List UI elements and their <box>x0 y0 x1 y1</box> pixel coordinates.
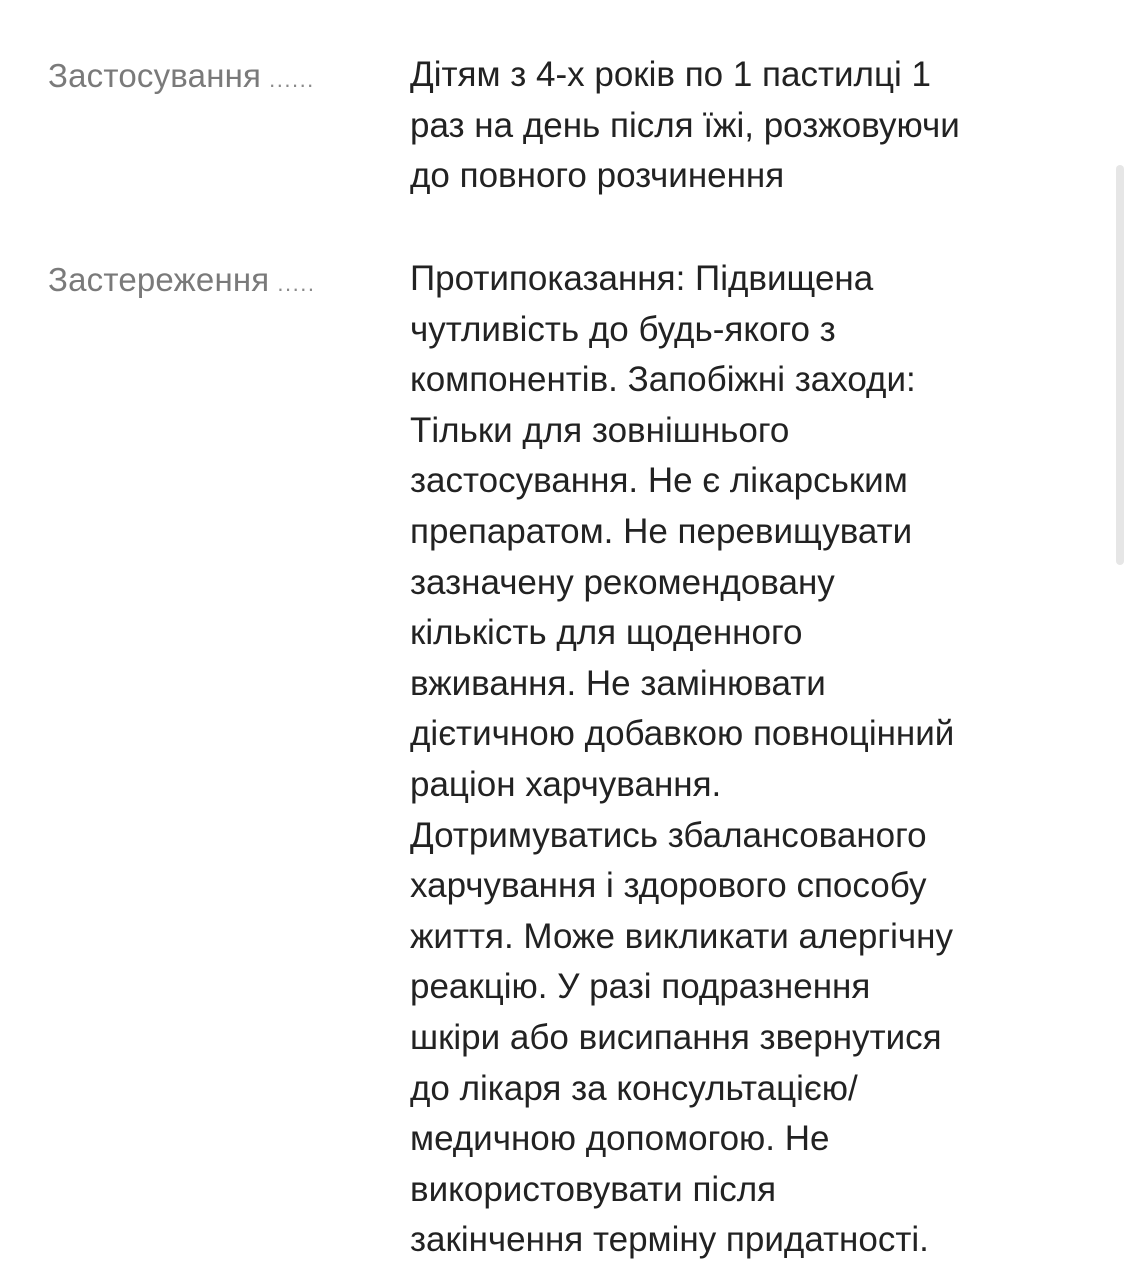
spec-value-line: препаратом. Не перевищувати <box>410 511 913 551</box>
spec-row-warnings <box>48 254 1088 1266</box>
spec-row-usage <box>48 50 1088 202</box>
spec-leader-dots: ...... <box>269 67 315 92</box>
spec-value-line: раз на день після їжі, розжовуючи <box>410 105 960 145</box>
spec-label-cell <box>48 254 410 309</box>
spec-value-line: шкіри або висипання звернутися <box>410 1017 942 1057</box>
spec-value-line: використовувати після <box>410 1169 777 1209</box>
scrollbar-thumb[interactable] <box>1116 165 1124 565</box>
spec-label-usage: Застосування <box>48 57 262 94</box>
vertical-scrollbar[interactable] <box>1116 165 1124 565</box>
spec-value-line: зазначену рекомендовану <box>410 562 835 602</box>
spec-value-usage <box>410 50 1085 202</box>
spec-value-line: раціон харчування. <box>410 764 722 804</box>
spec-value-warnings <box>410 254 1085 1266</box>
spec-value-line: харчування і здорового способу <box>410 866 927 906</box>
spec-value-line: компонентів. Запобіжні заходи: <box>410 360 916 400</box>
spec-value-line: медичною допомогою. Не <box>410 1119 830 1159</box>
spec-value-line: Дотримуватись збалансованого <box>410 815 927 855</box>
spec-value-line: Дітям з 4-х років по 1 пастилці 1 <box>410 55 931 94</box>
spec-value-line: Протипоказання: Підвищена <box>410 259 874 298</box>
spec-label-cell <box>48 50 410 105</box>
spec-value-line: життя. Може викликати алергічну <box>410 916 953 956</box>
spec-label-warnings: Застереження <box>48 261 270 298</box>
spec-leader-dots: ..... <box>277 271 316 296</box>
spec-value-line: дієтичною добавкою повноцінний <box>410 714 955 754</box>
spec-value-line: чутливість до будь-якого з <box>410 309 836 349</box>
spec-value-line: до лікаря за консультацією/ <box>410 1068 858 1108</box>
spec-value-line: вживання. Не замінювати <box>410 663 826 703</box>
spec-value-line: застосування. Не є лікарським <box>410 461 908 501</box>
spec-value-line: Тільки для зовнішнього <box>410 410 790 450</box>
spec-value-line: до повного розчинення <box>410 156 785 196</box>
spec-value-line: закінчення терміну придатності. <box>410 1220 929 1260</box>
spec-value-line: кількість для щоденного <box>410 613 803 653</box>
spec-value-line: реакцію. У разі подразнення <box>410 967 871 1007</box>
